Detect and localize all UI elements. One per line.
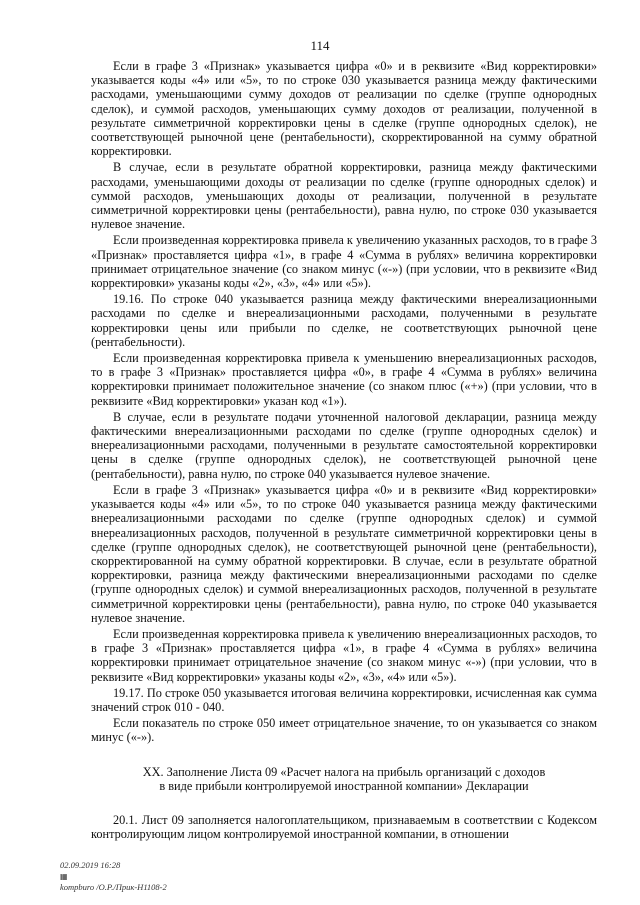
paragraph-20-1: 20.1. Лист 09 заполняется налогоплательщиком, признаваемым в соответствии с Кодексом контролирующим лицом контролируемой иностранной компании, в отношении — [91, 812, 597, 841]
paragraph-19-16: 19.16. По строке 040 указывается разница между фактическими внереализационными расходами по сделке и внереализационными расходами, полученными в результате корректировки цены или прибыли по сделке, не соответствующих рыночной цене (рентабельности). — [91, 292, 597, 349]
section-heading-xx — [91, 765, 597, 794]
document-icon: ▦ — [60, 872, 68, 881]
paragraph-line040-zero: В случае, если в результате подачи уточненной налоговой декларации, разница между фактическими внереализационными расходами по сделке (группе однородных сделок) и внереализационными расходами, полученными в результате самостоятельной корректировки цены в сделке (группе однородных сделок), не соответствующей рыночной цене (рентабельности), равна нулю, по строке 040 указывается нулевое значение. — [91, 409, 597, 481]
paragraph-line040-increase: Если произведенная корректировка привела к увеличению внереализационных расходов, то в графе 3 «Признак» проставляется цифра «1», в графе 4 «Сумма в рублях» величина корректировки принимает отрицательное значение (со знаком минус «-») (при условии, что в реквизите «Вид корректировки» указаны коды «2», «3», «4» или «5»). — [91, 626, 597, 684]
paragraph-line030-code45: Если в графе 3 «Признак» указывается цифра «0» и в реквизите «Вид корректировки» указывается коды «4» или «5», то по строке 030 указывается разница между фактическими расходами, уменьшающими сумму доходов от реализации по сделке (группе однородных сделок), и суммой расходов, уменьшающих сумму доходов от реализации, полученной в результате симметричной корректировки цены в сделке (группе однородных сделок), не соответствующей рыночной цене (рентабельности), скорректированной на сумму обратной корректировки. — [91, 59, 597, 159]
paragraph-line030-increase: Если произведенная корректировка привела к увеличению указанных расходов, то в графе 3 «Признак» проставляется цифра «1», в графе 4 «Сумма в рублях» величина корректировки принимает отрицательное значение (со знаком минус («-») (при условии, что в реквизите «Вид корректировки» указаны коды «2», «3», «4» или «5»). — [91, 233, 597, 291]
paragraph-line030-zero: В случае, если в результате обратной корректировки, разница между фактическими расходами, уменьшающими доходы от реализации по сделке (группе однородных сделок) и суммой расходов, уменьшающих доходы от реализации, полученной в результате симметричной корректировки цены (рентабельности), равна нулю, по строке 030 указывается нулевое значение. — [91, 160, 597, 232]
document-footer — [60, 860, 167, 893]
paragraph-line040-code45: Если в графе 3 «Признак» указывается цифра «0» и в реквизите «Вид корректировки» указывается коды «4» или «5», то по строке 040 указывается разница между фактическими внереализационными расходами по сделке (группе однородных сделок) и суммой внереализационных расходов, полученной в результате симметричной корректировки цены в сделке (группе однородных сделок), не соответствующей рыночной цене (рентабельности), скорректированной на сумму обратной корректировки. В случае, если в результате обратной корректировки, разница между фактическими внереализационными расходами по сделке (группе однородных сделок) и суммой внереализационных расходов, полученной в результате симметричной корректировки цены (рентабельности), равна нулю, по строке 040 указывается нулевое значение. — [91, 482, 597, 625]
paragraph-line050-negative: Если показатель по строке 050 имеет отрицательное значение, то он указывается со знаком минус («-»). — [91, 716, 597, 745]
paragraph-19-17: 19.17. По строке 050 указывается итоговая величина корректировки, исчисленная как сумма значений строк 010 - 040. — [91, 685, 597, 714]
document-body — [91, 59, 597, 841]
section-heading-line-2: в виде прибыли контролируемой иностранной компании» Декларации — [159, 779, 529, 794]
paragraph-line040-decrease: Если произведенная корректировка привела к уменьшению внереализационных расходов, то в графе 3 «Признак» проставляется цифра «0», в графе 4 «Сумма в рублях» величина корректировки принимает положительное значение (со знаком плюс («+») (при условии, что в реквизите «Вид корректировки» указан код «1»). — [91, 351, 597, 408]
page-number: 114 — [310, 38, 330, 53]
footer-timestamp: 02.09.2019 16:28 — [60, 860, 121, 870]
footer-file-path-row — [60, 871, 167, 893]
section-heading-line-1: XX. Заполнение Листа 09 «Расчет налога на прибыль организаций с доходов — [142, 764, 546, 779]
footer-file-path: kompburo /О.Р./Прик-Н1108-2 — [60, 882, 167, 892]
